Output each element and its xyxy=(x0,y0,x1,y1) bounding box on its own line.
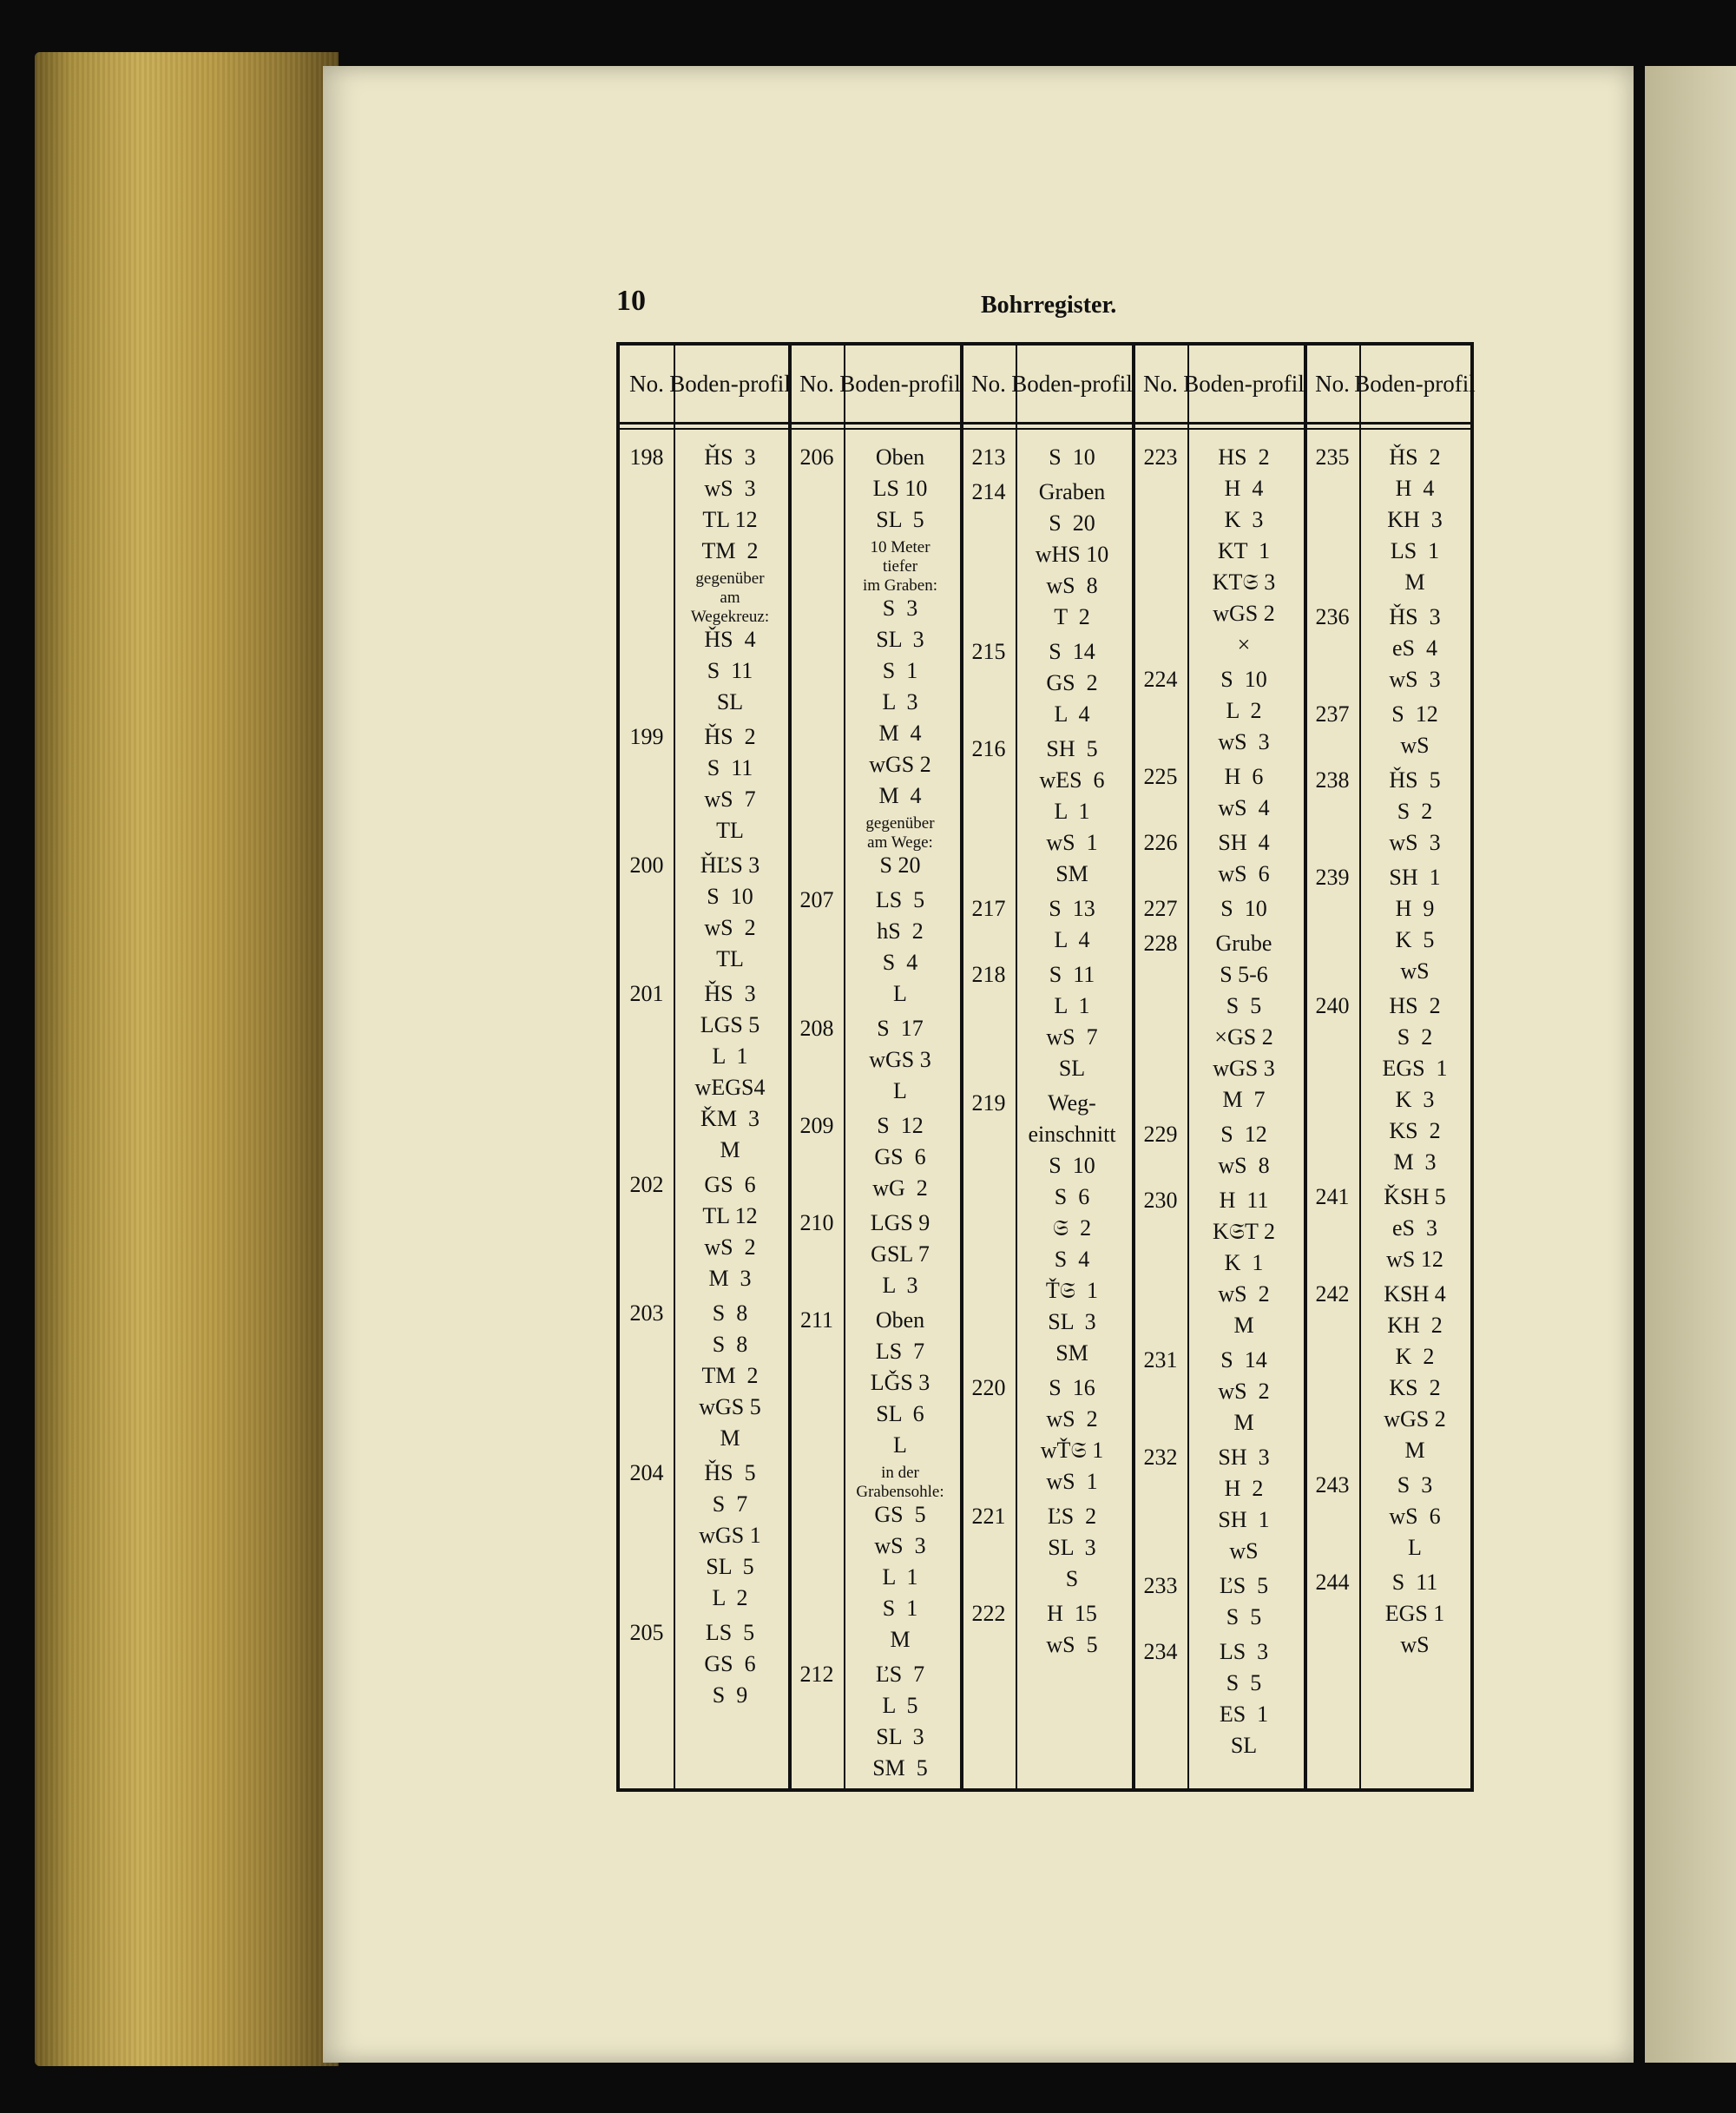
profile-line: SL 3 xyxy=(876,1724,924,1749)
profile-line: EGS 1 xyxy=(1384,1601,1445,1626)
profile-line: L 2 xyxy=(712,1585,748,1610)
bore-number: 237 xyxy=(1315,701,1350,727)
profile-line: wGS 1 xyxy=(699,1523,761,1548)
profile-line: wG 2 xyxy=(872,1175,928,1201)
profile-line: L xyxy=(893,1078,907,1103)
bore-number: 241 xyxy=(1315,1184,1350,1209)
bore-number: 206 xyxy=(799,444,834,470)
bore-number: 218 xyxy=(971,962,1006,987)
profile-line: S 5-6 xyxy=(1220,962,1268,987)
profile-line: einschnitt xyxy=(1028,1122,1116,1147)
profile-line: L 4 xyxy=(1054,701,1090,727)
bore-number: 224 xyxy=(1143,667,1178,692)
profile-line: SM xyxy=(1055,1340,1088,1366)
bore-number: 235 xyxy=(1315,444,1350,470)
profile-line: Oben xyxy=(875,444,925,470)
profile-line: Grube xyxy=(1215,931,1272,956)
profile-line: H 11 xyxy=(1219,1188,1269,1213)
profile-line: S 11 xyxy=(1391,1570,1438,1595)
profile-line: wS 3 xyxy=(1389,667,1441,692)
bore-number: 213 xyxy=(971,444,1006,470)
profile-line: H 6 xyxy=(1224,764,1264,789)
bore-number: 220 xyxy=(971,1375,1006,1400)
profile-line: TM 2 xyxy=(701,1363,759,1388)
profile-line: S 8 xyxy=(712,1332,748,1357)
profile-line: wS xyxy=(1229,1538,1259,1563)
profile-line: ǨM 3 xyxy=(700,1106,760,1131)
profile-line: S 14 xyxy=(1049,639,1095,664)
profile-line: eS 4 xyxy=(1392,635,1437,661)
profile-line: L xyxy=(893,1432,907,1458)
profile-line: S 6 xyxy=(1054,1184,1090,1209)
profile-line: M xyxy=(890,1627,911,1652)
profile-line: S 16 xyxy=(1049,1375,1095,1400)
profile-line: wS 1 xyxy=(1046,830,1098,855)
header-no: No. xyxy=(629,371,664,397)
profile-line: S 11 xyxy=(707,755,753,780)
profile-line: S 12 xyxy=(877,1113,924,1138)
profile-line: T 2 xyxy=(1054,604,1090,629)
profile-line: S 20 xyxy=(1049,510,1095,536)
profile-line: wS 6 xyxy=(1389,1504,1441,1529)
profile-line: GSL 7 xyxy=(871,1241,930,1267)
profile-line: M xyxy=(1404,1438,1425,1463)
profile-line: ȞS 5 xyxy=(704,1460,756,1485)
profile-line: L 2 xyxy=(1226,698,1262,723)
profile-line: S 5 xyxy=(1226,993,1262,1018)
profile-line: S 2 xyxy=(1397,1024,1433,1050)
header-bodenprofil: Boden- profil xyxy=(669,371,791,397)
profile-line: S 10 xyxy=(1049,444,1095,470)
profile-line: TL xyxy=(716,946,744,971)
profile-line: ĽS 5 xyxy=(1219,1573,1269,1598)
profile-line: GS 6 xyxy=(704,1172,756,1197)
profile-line: SL xyxy=(716,689,744,714)
profile-line: K 3 xyxy=(1224,507,1264,532)
profile-line: wS 7 xyxy=(704,787,756,812)
profile-line: K 1 xyxy=(1224,1250,1264,1275)
profile-line: KT 1 xyxy=(1217,538,1271,563)
bore-number: 215 xyxy=(971,639,1006,664)
bore-number: 240 xyxy=(1315,993,1350,1018)
profile-line: S 17 xyxy=(877,1016,924,1041)
profile-line: ȞS 5 xyxy=(1389,767,1441,793)
bore-number: 243 xyxy=(1315,1472,1350,1498)
bore-number: 205 xyxy=(629,1620,664,1645)
profile-line: M 3 xyxy=(708,1266,752,1291)
profile-line: L 4 xyxy=(1054,927,1090,952)
profile-line: KS 2 xyxy=(1389,1375,1441,1400)
profile-line: Oben xyxy=(875,1307,925,1333)
profile-line: SM xyxy=(1055,861,1088,886)
profile-line: TL xyxy=(716,818,744,843)
profile-line: H 15 xyxy=(1047,1601,1097,1626)
header-no: No. xyxy=(799,371,834,397)
profile-line: LGS 5 xyxy=(700,1012,760,1037)
profile-line: SH 5 xyxy=(1046,736,1098,761)
profile-line: SL 3 xyxy=(876,627,924,652)
profile-line: S 14 xyxy=(1220,1347,1267,1372)
header-rule-double xyxy=(620,428,1470,430)
profile-line: wS 3 xyxy=(704,476,756,501)
profile-line: ȞS 2 xyxy=(1389,444,1441,470)
page-title: Bohrregister. xyxy=(981,292,1117,319)
profile-line: M 4 xyxy=(878,721,922,746)
profile-line: HS 2 xyxy=(1389,993,1441,1018)
profile-line: wES 6 xyxy=(1039,767,1105,793)
profile-line: M 7 xyxy=(1222,1087,1266,1112)
profile-line: L 1 xyxy=(712,1043,748,1069)
profile-line: L 3 xyxy=(882,689,918,714)
profile-line: wS 2 xyxy=(704,1234,756,1260)
profile-line: wGS 2 xyxy=(869,752,931,777)
profile-line: wS 3 xyxy=(874,1533,926,1558)
bore-number: 219 xyxy=(971,1090,1006,1116)
profile-line: K 3 xyxy=(1395,1087,1435,1112)
bore-number: 203 xyxy=(629,1300,664,1326)
profile-line: Graben xyxy=(1038,479,1106,504)
profile-line: wGS 5 xyxy=(699,1394,761,1419)
bore-number: 221 xyxy=(971,1504,1006,1529)
profile-line: H 4 xyxy=(1395,476,1435,501)
bore-number: 210 xyxy=(799,1210,834,1235)
bore-number: 198 xyxy=(629,444,664,470)
profile-line: ĽS 2 xyxy=(1047,1504,1097,1529)
bore-number: 222 xyxy=(971,1601,1006,1626)
profile-line: wS 1 xyxy=(1046,1469,1098,1494)
bore-number: 238 xyxy=(1315,767,1350,793)
profile-line: SH 1 xyxy=(1218,1507,1270,1532)
profile-line: S 5 xyxy=(1226,1604,1262,1629)
profile-line: SL 5 xyxy=(706,1554,754,1579)
profile-line: wS 4 xyxy=(1218,795,1270,820)
profile-line: L xyxy=(1408,1535,1422,1560)
book-page-edges xyxy=(35,52,339,2066)
bore-number: 228 xyxy=(1143,931,1178,956)
profile-line: S 20 xyxy=(879,852,921,878)
profile-line: EGS 1 xyxy=(1382,1056,1448,1081)
bore-number: 216 xyxy=(971,736,1006,761)
bore-number: 212 xyxy=(799,1662,834,1687)
profile-line: SL 5 xyxy=(876,507,924,532)
group-rule xyxy=(788,346,792,1788)
header-rule xyxy=(620,422,1470,425)
profile-line: TL 12 xyxy=(702,507,758,532)
profile-line: KT𝔖 3 xyxy=(1212,569,1276,595)
profile-line: S 10 xyxy=(707,884,753,909)
bore-number: 201 xyxy=(629,981,664,1006)
profile-line: L 1 xyxy=(1054,799,1090,824)
header-no: No. xyxy=(1143,371,1178,397)
page-number: 10 xyxy=(616,285,646,317)
bore-number: 233 xyxy=(1143,1573,1178,1598)
profile-line: S 4 xyxy=(882,950,918,975)
bore-number: 200 xyxy=(629,852,664,878)
profile-line: wGS 3 xyxy=(1213,1056,1275,1081)
profile-line: L 1 xyxy=(1054,993,1090,1018)
profile-line: TM 2 xyxy=(701,538,759,563)
profile-line: wGS 2 xyxy=(1213,601,1275,626)
profile-line: 10 Meter xyxy=(870,538,930,556)
profile-line: wS 2 xyxy=(1218,1281,1270,1307)
profile-line: × xyxy=(1237,632,1251,657)
bore-number: 232 xyxy=(1143,1445,1178,1470)
profile-line: S 1 xyxy=(882,658,918,683)
group-rule xyxy=(1132,346,1135,1788)
profile-line: hS 2 xyxy=(877,918,924,944)
profile-line: K 5 xyxy=(1395,927,1435,952)
profile-line: S 4 xyxy=(1054,1247,1090,1272)
profile-line: wS xyxy=(1400,1632,1430,1657)
bore-number: 236 xyxy=(1315,604,1350,629)
bore-number: 229 xyxy=(1143,1122,1178,1147)
profile-line: wHS 10 xyxy=(1035,542,1109,567)
profile-line: L 3 xyxy=(882,1273,918,1298)
profile-line: 𝔖 2 xyxy=(1052,1215,1092,1241)
profile-line: SH 1 xyxy=(1389,865,1441,890)
profile-line: KSH 4 xyxy=(1384,1281,1446,1307)
profile-line: SH 4 xyxy=(1218,830,1270,855)
header-bodenprofil: Boden- profil xyxy=(839,371,961,397)
profile-line: M 3 xyxy=(1393,1149,1437,1175)
profile-line: ×GS 2 xyxy=(1214,1024,1273,1050)
profile-line: wGS 2 xyxy=(1384,1406,1446,1432)
profile-line: S 5 xyxy=(1226,1670,1262,1695)
profile-line: LS 5 xyxy=(705,1620,755,1645)
bore-number: 214 xyxy=(971,479,1006,504)
profile-line: K 2 xyxy=(1395,1344,1435,1369)
profile-line: im Graben: xyxy=(862,576,937,595)
profile-line: wS 5 xyxy=(1046,1632,1098,1657)
profile-line: LǦS 3 xyxy=(870,1370,930,1395)
header-bodenprofil: Boden- profil xyxy=(1354,371,1476,397)
header-no: No. xyxy=(1315,371,1350,397)
profile-line: L xyxy=(893,981,907,1006)
profile-line: SL xyxy=(1230,1733,1258,1758)
bore-number: 209 xyxy=(799,1113,834,1138)
profile-line: S 1 xyxy=(882,1596,918,1621)
bore-number: 239 xyxy=(1315,865,1350,890)
bore-number: 202 xyxy=(629,1172,664,1197)
profile-line: L 1 xyxy=(882,1564,918,1590)
bore-number: 207 xyxy=(799,887,834,912)
profile-line: wS 2 xyxy=(1046,1406,1098,1432)
profile-line: wEGS4 xyxy=(694,1075,766,1100)
profile-line: SL 3 xyxy=(1048,1309,1096,1334)
header-bodenprofil: Boden- profil xyxy=(1183,371,1305,397)
profile-line: gegenüber xyxy=(695,569,765,588)
profile-line: ȞS 3 xyxy=(704,981,756,1006)
group-rule xyxy=(960,346,963,1788)
profile-line: SL xyxy=(1058,1056,1086,1081)
bore-number: 217 xyxy=(971,896,1006,921)
profile-line: LS 7 xyxy=(875,1339,925,1364)
profile-line: S 11 xyxy=(707,658,753,683)
profile-line: am xyxy=(720,589,740,607)
profile-line: ȞS 3 xyxy=(704,444,756,470)
bore-number: 226 xyxy=(1143,830,1178,855)
profile-line: S 10 xyxy=(1049,1153,1095,1178)
profile-line: SL 6 xyxy=(876,1401,924,1426)
profile-line: ĽS 7 xyxy=(875,1662,925,1687)
profile-line: S 9 xyxy=(712,1682,748,1708)
profile-line: wS 8 xyxy=(1046,573,1098,598)
profile-line: wS 6 xyxy=(1218,861,1270,886)
profile-line: S 3 xyxy=(882,596,918,621)
profile-line: wGS 3 xyxy=(869,1047,931,1072)
profile-line: wS 2 xyxy=(704,915,756,940)
profile-line: TL 12 xyxy=(702,1203,758,1228)
profile-line: GS 6 xyxy=(704,1651,756,1676)
profile-line: H 9 xyxy=(1395,896,1435,921)
profile-line: gegenüber xyxy=(865,814,935,833)
profile-line: M xyxy=(720,1425,740,1451)
profile-line: S 12 xyxy=(1391,701,1438,727)
bore-number: 199 xyxy=(629,724,664,749)
profile-line: K𝔖T 2 xyxy=(1213,1219,1275,1244)
profile-line: GS 5 xyxy=(874,1502,926,1527)
bore-number: 234 xyxy=(1143,1639,1178,1664)
profile-line: LS 3 xyxy=(1219,1639,1269,1664)
profile-line: LS 5 xyxy=(875,887,925,912)
header-bodenprofil: Boden- profil xyxy=(1011,371,1133,397)
facing-page-edge xyxy=(1645,66,1736,2063)
profile-line: wS 3 xyxy=(1389,830,1441,855)
profile-line: KS 2 xyxy=(1389,1118,1441,1143)
profile-line: M xyxy=(1233,1410,1254,1435)
bore-number: 227 xyxy=(1143,896,1178,921)
profile-line: S 12 xyxy=(1220,1122,1267,1147)
profile-line: in der xyxy=(881,1464,919,1482)
profile-line: ǨSH 5 xyxy=(1384,1184,1446,1209)
profile-line: wS 12 xyxy=(1386,1247,1443,1272)
profile-line: S 11 xyxy=(1049,962,1095,987)
profile-line: S 10 xyxy=(1220,667,1267,692)
profile-line: ȞS 3 xyxy=(1389,604,1441,629)
bore-number: 244 xyxy=(1315,1570,1350,1595)
profile-line: Weg- xyxy=(1048,1090,1096,1116)
profile-line: M xyxy=(720,1137,740,1162)
profile-line: ȞĽS 3 xyxy=(700,852,760,878)
bore-number: 225 xyxy=(1143,764,1178,789)
profile-line: S 13 xyxy=(1049,896,1095,921)
profile-line: wŤ𝔖 1 xyxy=(1040,1438,1104,1463)
profile-line: S 10 xyxy=(1220,896,1267,921)
profile-line: KH 2 xyxy=(1387,1313,1443,1338)
profile-line: Wegekreuz: xyxy=(690,608,770,626)
profile-line: am Wege: xyxy=(867,833,933,852)
profile-line: KH 3 xyxy=(1387,507,1443,532)
profile-line: HS 2 xyxy=(1218,444,1270,470)
profile-line: H 2 xyxy=(1224,1476,1264,1501)
profile-line: ȞS 4 xyxy=(704,627,756,652)
profile-line: S 3 xyxy=(1397,1472,1433,1498)
bore-number: 242 xyxy=(1315,1281,1350,1307)
bore-number: 208 xyxy=(799,1016,834,1041)
profile-line: wS xyxy=(1400,733,1430,758)
profile-line: M 4 xyxy=(878,783,922,808)
profile-line: S 8 xyxy=(712,1300,748,1326)
profile-line: wS 8 xyxy=(1218,1153,1270,1178)
profile-line: LGS 9 xyxy=(870,1210,930,1235)
profile-line: Grabensohle: xyxy=(856,1483,944,1501)
profile-line: wS 7 xyxy=(1046,1024,1098,1050)
profile-line: S xyxy=(1065,1566,1079,1591)
profile-line: L 5 xyxy=(882,1693,918,1718)
profile-line: wS 3 xyxy=(1218,729,1270,754)
header-no: No. xyxy=(971,371,1006,397)
profile-line: wS xyxy=(1400,958,1430,984)
profile-line: ES 1 xyxy=(1219,1702,1269,1727)
profile-line: SM 5 xyxy=(872,1755,928,1781)
profile-line: wS 2 xyxy=(1218,1379,1270,1404)
profile-line: SH 3 xyxy=(1218,1445,1270,1470)
profile-line: M xyxy=(1233,1313,1254,1338)
profile-line: Ť𝔖 1 xyxy=(1045,1278,1099,1303)
bore-number: 223 xyxy=(1143,444,1178,470)
bore-number: 204 xyxy=(629,1460,664,1485)
bore-number: 211 xyxy=(799,1307,834,1333)
profile-line: M xyxy=(1404,569,1425,595)
profile-line: S 7 xyxy=(712,1491,748,1517)
profile-line: GS 6 xyxy=(874,1144,926,1169)
profile-line: LS 1 xyxy=(1390,538,1440,563)
profile-line: GS 2 xyxy=(1046,670,1098,695)
bore-number: 231 xyxy=(1143,1347,1178,1372)
profile-line: ȞS 2 xyxy=(704,724,756,749)
profile-line: S 2 xyxy=(1397,799,1433,824)
profile-line: H 4 xyxy=(1224,476,1264,501)
profile-line: LS 10 xyxy=(872,476,928,501)
profile-line: tiefer xyxy=(882,557,918,576)
bore-number: 230 xyxy=(1143,1188,1178,1213)
borehole-register-table xyxy=(616,342,1474,1792)
profile-line: eS 3 xyxy=(1392,1215,1437,1241)
profile-line: SL 3 xyxy=(1048,1535,1096,1560)
